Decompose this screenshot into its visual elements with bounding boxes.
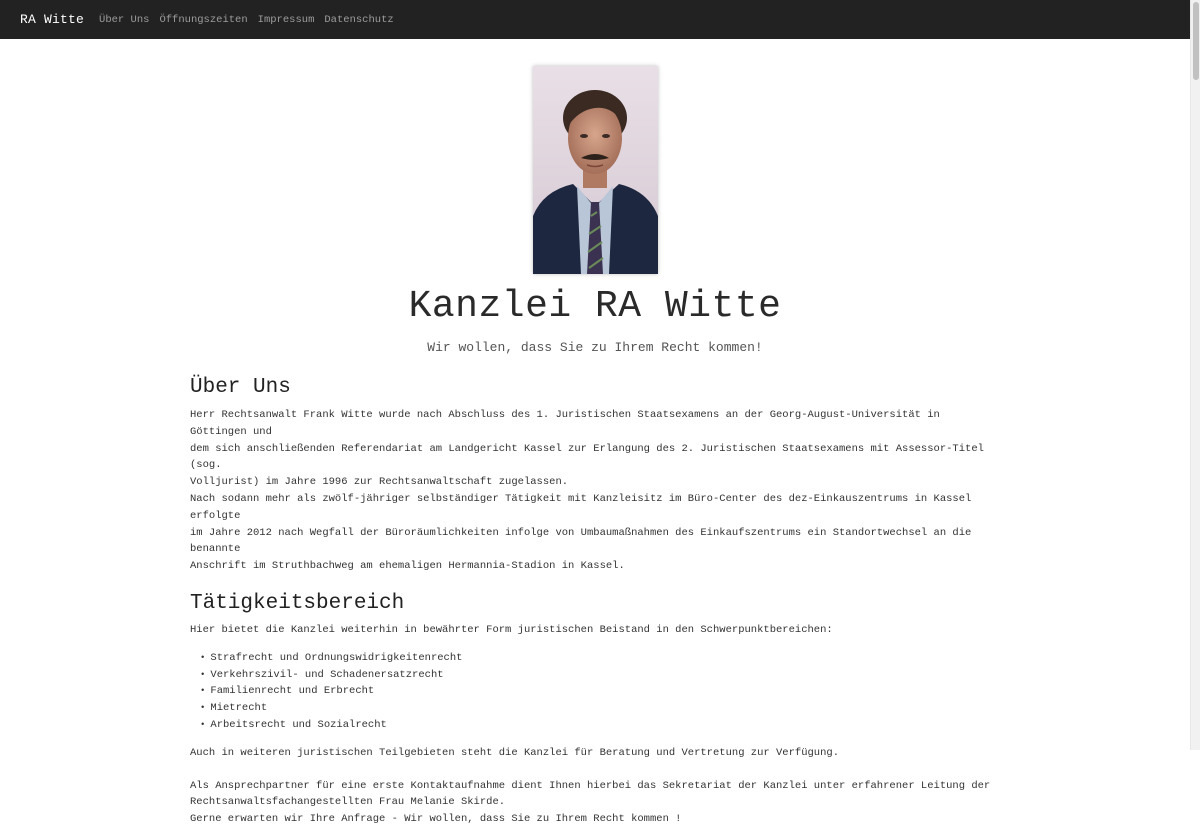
about-text bbox=[190, 407, 995, 575]
contact-line: Rechtsanwaltsfachangestellten Frau Melanie Skirde. bbox=[190, 796, 506, 809]
scrollbar-thumb[interactable] bbox=[1193, 2, 1199, 80]
about-line: dem sich anschließenden Referendariat am Landgericht Kassel zur Erlangung des 2. Juristischen Staatsexamens mit Assessor-Titel (sog. bbox=[190, 442, 984, 472]
activity-heading: Tätigkeitsbereich bbox=[190, 591, 405, 615]
about-line: Volljurist) im Jahre 1996 zur Rechtsanwaltschaft zugelassen. bbox=[190, 476, 569, 489]
about-line: im Jahre 2012 nach Wegfall der Büroräumlichkeiten infolge von Umbaumaßnahmen des Einkaufszentrums ein Standortwechsel an die benannte bbox=[190, 526, 972, 556]
brand-link[interactable]: RA Witte bbox=[20, 12, 85, 27]
list-item: • Verkehrszivil- und Schadenersatzrecht bbox=[210, 667, 995, 684]
page-scrollbar[interactable] bbox=[1190, 0, 1200, 750]
hero-title: Kanzlei RA Witte bbox=[408, 285, 782, 328]
nav-link-oeffnungszeiten[interactable]: Öffnungszeiten bbox=[159, 13, 248, 26]
portrait-photo bbox=[533, 66, 658, 274]
list-item: • Mietrecht bbox=[210, 700, 995, 717]
further-areas-text: Auch in weiteren juristischen Teilgebieten steht die Kanzlei für Beratung und Vertretung zur Verfügung. bbox=[190, 746, 840, 759]
list-item: • Strafrecht und Ordnungswidrigkeitenrecht bbox=[210, 650, 995, 667]
contact-line: Gerne erwarten wir Ihre Anfrage - Wir wollen, dass Sie zu Ihrem Recht kommen ! bbox=[190, 813, 682, 826]
top-navbar bbox=[0, 0, 1190, 39]
nav-link-impressum[interactable]: Impressum bbox=[257, 13, 315, 26]
about-line: Nach sodann mehr als zwölf-jähriger selbständiger Tätigkeit mit Kanzleisitz im Büro-Center des dez-Einkauszentrums in Kassel erfolgte bbox=[190, 492, 972, 522]
nav-link-ueber-uns[interactable]: Über Uns bbox=[99, 13, 150, 26]
nav-link-datenschutz[interactable]: Datenschutz bbox=[324, 13, 394, 26]
about-heading: Über Uns bbox=[190, 376, 291, 399]
body-section bbox=[190, 373, 995, 828]
hero-subtitle: Wir wollen, dass Sie zu Ihrem Recht kommen! bbox=[427, 340, 763, 355]
practice-areas-list bbox=[210, 650, 995, 734]
about-line: Anschrift im Struthbachweg am ehemaligen Hermannia-Stadion in Kassel. bbox=[190, 560, 625, 573]
contact-text bbox=[190, 778, 995, 828]
portrait-image bbox=[533, 66, 658, 274]
activity-intro: Hier bietet die Kanzlei weiterhin in bewährter Form juristischen Beistand in den Schwerpunktbereichen: bbox=[190, 623, 833, 636]
about-line: Herr Rechtsanwalt Frank Witte wurde nach Abschluss des 1. Juristischen Staatsexamens an der Georg-August-Universität in Göttingen und bbox=[190, 409, 940, 438]
list-item: • Arbeitsrecht und Sozialrecht bbox=[210, 717, 995, 734]
list-item: • Familienrecht und Erbrecht bbox=[210, 683, 995, 700]
contact-line: Als Ansprechpartner für eine erste Kontaktaufnahme dient Ihnen hierbei das Sekretariat der Kanzlei unter erfahrener Leitung der bbox=[190, 779, 991, 792]
